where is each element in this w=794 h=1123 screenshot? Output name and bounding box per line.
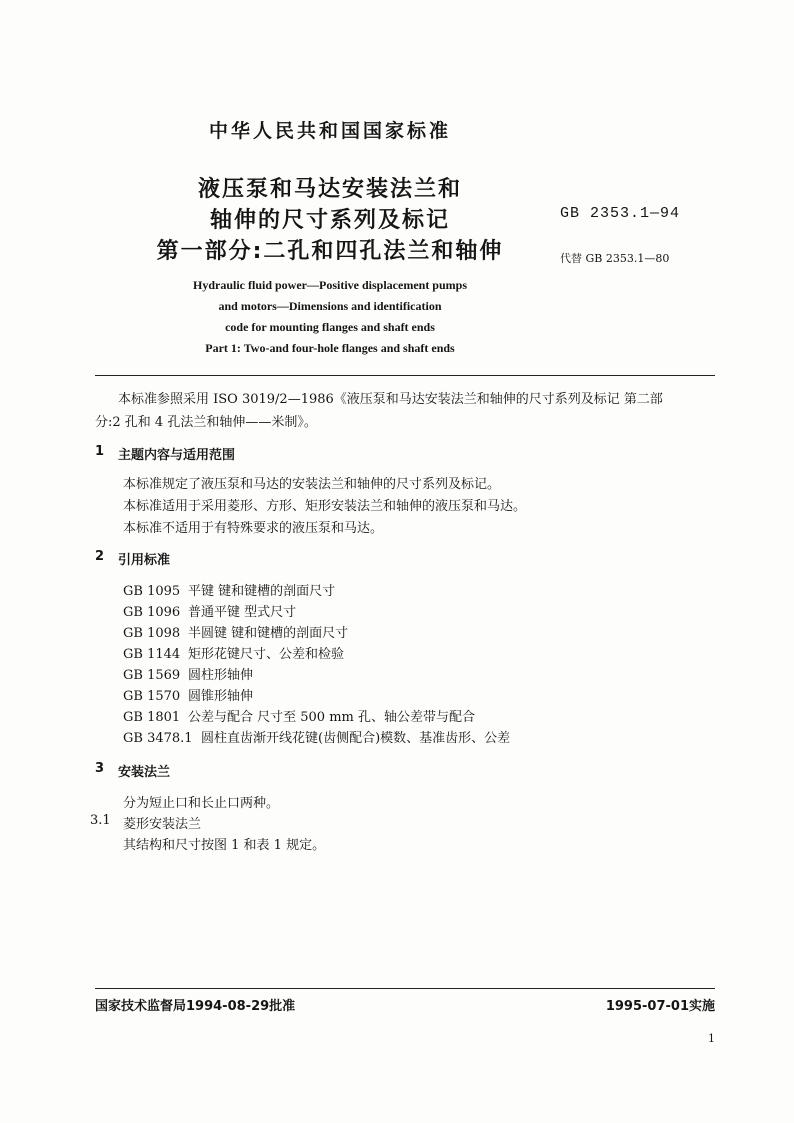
reference-code: GB 3478.1: [123, 731, 193, 746]
reference-item: [123, 706, 475, 725]
reference-title: 普通平键 型式尺寸: [188, 605, 297, 620]
section3-1-number: 3.1: [90, 813, 111, 828]
reference-title: 圆柱形轴伸: [188, 668, 254, 683]
title-cn-line3: 第一部分:二孔和四孔法兰和轴伸: [156, 239, 504, 264]
intro-line2: 分:2 孔和 4 孔法兰和轴伸——米制》。: [95, 415, 317, 430]
page-number: 1: [708, 1032, 715, 1045]
title-cn-line1: 液压泵和马达安装法兰和: [197, 177, 462, 202]
reference-title: 矩形花键尺寸、公差和检验: [188, 647, 345, 662]
section2-title: 引用标准: [118, 553, 171, 568]
title-en-line2: and motors—Dimensions and identification: [218, 299, 442, 313]
section2-number: 2: [95, 549, 105, 564]
section1-title: 主题内容与适用范围: [118, 448, 236, 463]
reference-code: GB 1801: [123, 710, 181, 725]
section1-paragraph: 本标准不适用于有特殊要求的液压泵和马达。: [123, 521, 384, 536]
effective-date: 1995-07-01实施: [605, 999, 715, 1014]
title-en-line4: Part 1: Two-and four-hole flanges and shaft ends: [205, 341, 455, 355]
standard-code: GB 2353.1—94: [560, 205, 681, 222]
reference-code: GB 1570: [123, 689, 181, 704]
section1-number: 1: [95, 444, 105, 459]
intro-line1: 本标准参照采用 ISO 3019/2—1986《液压泵和马达安装法兰和轴伸的尺寸系列及标记 第二部: [118, 392, 663, 407]
replaces-note: 代替 GB 2353.1—80: [560, 252, 670, 265]
title-en-line1: Hydraulic fluid power—Positive displacement pumps: [192, 278, 467, 292]
reference-item: [123, 580, 335, 599]
reference-title: 半圆键 键和键槽的剖面尺寸: [188, 626, 349, 641]
reference-title: 平键 键和键槽的剖面尺寸: [188, 584, 336, 599]
section1-paragraph: 本标准适用于采用菱形、方形、矩形安装法兰和轴伸的液压泵和马达。: [123, 499, 527, 514]
reference-code: GB 1095: [123, 584, 181, 599]
section3-text: 分为短止口和长止口两种。: [123, 796, 280, 811]
reference-title: 公差与配合 尺寸至 500 mm 孔、轴公差带与配合: [188, 710, 475, 725]
section3-number: 3: [95, 761, 105, 776]
reference-code: GB 1098: [123, 626, 181, 641]
section3-1-title: 菱形安装法兰: [123, 817, 202, 832]
section1-paragraph: 本标准规定了液压泵和马达的安装法兰和轴伸的尺寸系列及标记。: [123, 477, 501, 492]
section3-1-text: 其结构和尺寸按图 1 和表 1 规定。: [123, 838, 326, 853]
reference-item: [123, 664, 253, 683]
reference-item: [123, 685, 253, 704]
standard-type-heading: 中华人民共和国国家标准: [208, 120, 451, 142]
approval-date: 国家技术监督局1994-08-29批准: [95, 999, 296, 1014]
reference-item: [123, 727, 510, 746]
reference-item: [123, 601, 296, 620]
title-en-line3: code for mounting flanges and shaft ends: [225, 320, 435, 334]
reference-title: 圆柱直齿渐开线花键(齿侧配合)模数、基准齿形、公差: [201, 731, 511, 746]
reference-code: GB 1569: [123, 668, 181, 683]
reference-code: GB 1096: [123, 605, 181, 620]
section3-title: 安装法兰: [118, 765, 171, 780]
reference-item: [123, 622, 348, 641]
header-divider: [95, 375, 715, 376]
reference-item: [123, 643, 344, 662]
reference-code: GB 1144: [123, 647, 181, 662]
footer-divider: [95, 988, 715, 989]
title-cn-line2: 轴伸的尺寸系列及标记: [209, 208, 450, 233]
reference-title: 圆锥形轴伸: [188, 689, 254, 704]
